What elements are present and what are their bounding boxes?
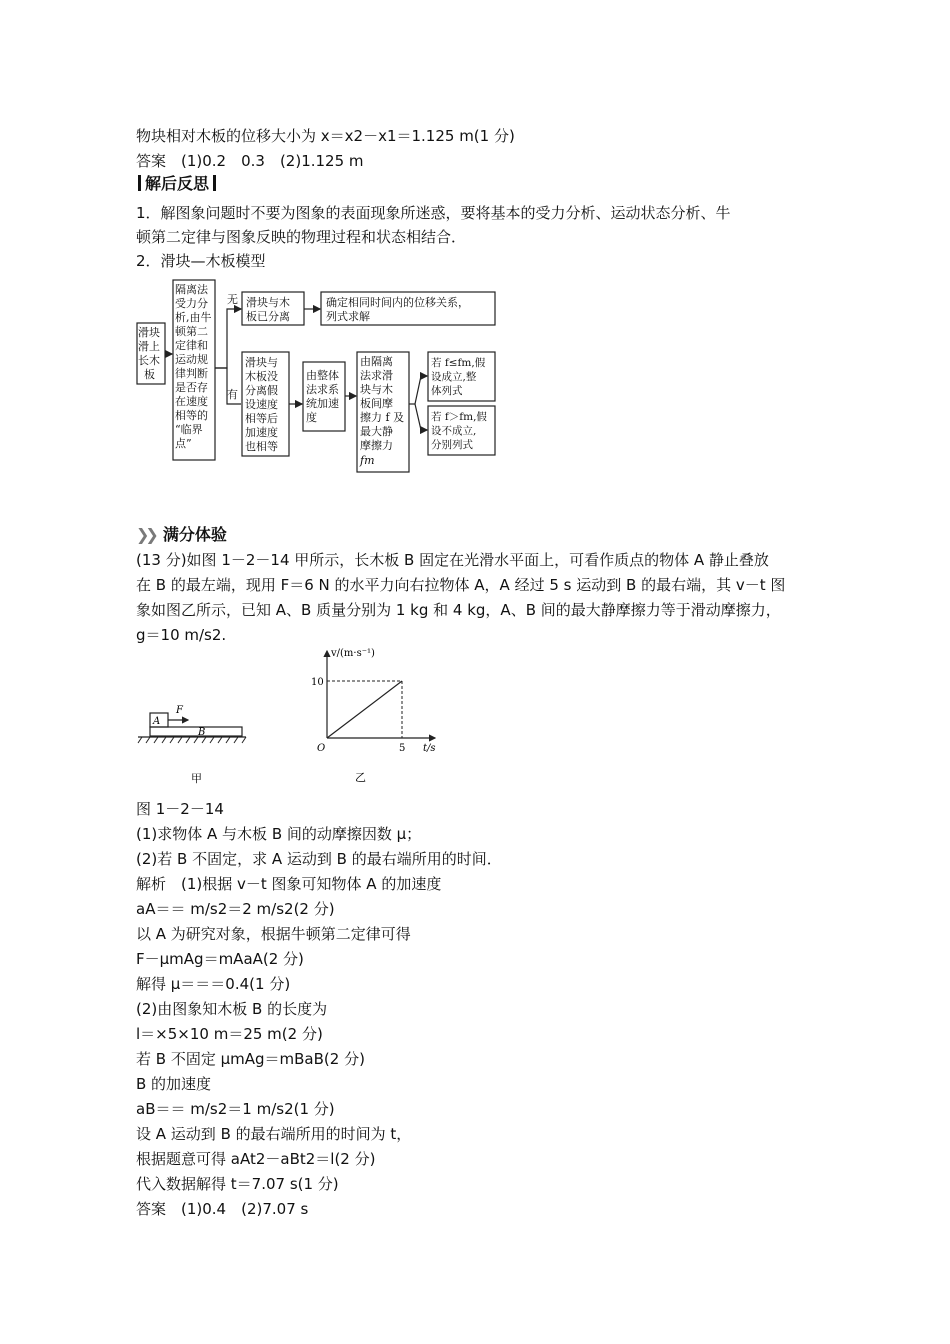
fc-start-4: 板	[144, 368, 155, 381]
caption-yi: 乙	[355, 771, 366, 784]
y-tick-label: 10	[311, 677, 324, 688]
solution-line-7: 解得 μ＝＝＝0.4(1 分)	[136, 975, 291, 993]
fc-iso-2: 受力分	[175, 297, 208, 310]
fc-case1-3: 体列式	[431, 385, 463, 397]
x-tick-label: 5	[399, 743, 406, 754]
y-axis-label: v/(m·s⁻¹)	[331, 648, 375, 659]
problem-line-1: (13 分)如图 1－2－14 甲所示，长木板 B 固定在光滑水平面上，可看作质点的物体 A 静止叠放	[136, 551, 769, 569]
solution-line-2: (2)若 B 不固定，求 A 运动到 B 的最右端所用的时间．	[136, 850, 502, 868]
fc-whole-1: 由整体	[306, 369, 339, 382]
origin-label: O	[317, 743, 326, 754]
fc-sep-1: 滑块与木	[246, 296, 290, 309]
fc-iso-9: 在速度	[175, 395, 208, 408]
section-heading	[136, 525, 227, 545]
fc-case1-2: 设成立,整	[431, 371, 477, 383]
problem-line-3: 象如图乙所示，已知 A、B 质量分别为 1 kg 和 4 kg，A、B 间的最大静摩擦力等于滑动摩擦力，	[136, 601, 781, 619]
fc-sep-2: 板已分离	[246, 310, 290, 323]
fc-ns-1: 滑块与	[245, 356, 278, 369]
fc-disp-1: 确定相同时间内的位移关系，	[326, 296, 469, 309]
problem-line-2: 在 B 的最左端，现用 F＝6 N 的水平力向右拉物体 A，A 经过 5 s 运动到 B 的最右端，其 v－t 图	[136, 576, 786, 594]
solution-line-9: l＝×5×10 m＝25 m(2 分)	[136, 1025, 323, 1043]
solution-line-3: 解析 (1)根据 v－t 图象可知物体 A 的加速度	[136, 875, 442, 893]
fc-if-8: fm	[360, 454, 375, 467]
final-answer: 答案 (1)0.4 (2)7.07 s	[136, 1200, 309, 1218]
answer-line: 答案 (1)0.2 0.3 (2)1.125 m	[136, 152, 364, 170]
fc-if-2: 法求滑	[360, 369, 393, 382]
fc-if-3: 块与木	[360, 383, 393, 396]
fc-iso-6: 运动规	[175, 353, 208, 366]
fc-disp-2: 列式求解	[326, 310, 370, 323]
solution-line-15: 代入数据解得 t＝7.07 s(1 分)	[136, 1175, 339, 1193]
velocity-line	[327, 681, 402, 738]
fc-whole-4: 度	[306, 411, 317, 424]
figure-caption: 图 1－2－14	[136, 800, 224, 818]
fc-iso-12: 点”	[175, 437, 192, 450]
label-a: A	[153, 716, 161, 727]
fc-whole-2: 法求系	[306, 383, 339, 396]
reflection-item-1: 1．解图象问题时不要为图象的表面现象所迷惑，要将基本的受力分析、运动状态分析、牛	[136, 204, 731, 222]
double-chevron-icon: ❯❯	[136, 525, 155, 544]
fc-iso-1: 隔离法	[175, 283, 208, 296]
slider-board-flowchart	[130, 276, 510, 476]
section-title: 满分体验	[162, 525, 227, 544]
problem-line-4: g＝10 m/s2.	[136, 626, 227, 644]
fc-case2-3: 分别列式	[431, 439, 473, 451]
fc-if-7: 摩擦力	[360, 439, 393, 452]
solution-line-11: B 的加速度	[136, 1075, 212, 1093]
fc-ns-2: 木板没	[245, 370, 278, 383]
fc-label-no: 无	[227, 293, 238, 306]
solution-line-6: F－μmAg＝mAaA(2 分)	[136, 950, 304, 968]
fc-whole-3: 统加速	[306, 397, 339, 410]
fc-iso-5: 定律和	[175, 339, 208, 352]
fc-start-3: 长木	[138, 354, 160, 367]
solution-line-1: (1)求物体 A 与木板 B 间的动摩擦因数 μ；	[136, 825, 422, 843]
label-f: F	[176, 705, 183, 716]
fc-if-1: 由隔离	[360, 355, 393, 368]
displacement-line: 物块相对木板的位移大小为 x＝x2－x1＝1.125 m(1 分)	[136, 127, 515, 145]
fc-label-yes: 有	[227, 388, 238, 401]
reflection-title: 解后反思	[145, 174, 210, 193]
fc-start-2: 滑上	[138, 340, 160, 353]
reflection-heading	[134, 174, 220, 194]
fc-iso-3: 析,由牛	[175, 311, 212, 324]
caption-jia: 甲	[191, 772, 202, 785]
fc-ns-6: 加速度	[245, 426, 278, 439]
fc-case1-1: 若 f≤fm,假	[431, 357, 486, 369]
reflection-item-1-cont: 顿第二定律与图象反映的物理过程和状态相结合．	[136, 228, 467, 246]
solution-line-4: aA＝＝ m/s2＝2 m/s2(2 分)	[136, 900, 335, 918]
solution-line-8: (2)由图象知木板 B 的长度为	[136, 1000, 328, 1018]
fc-ns-3: 分离假	[245, 384, 278, 397]
fc-if-6: 最大静	[360, 425, 393, 438]
solution-line-13: 设 A 运动到 B 的最右端所用的时间为 t，	[136, 1125, 412, 1143]
fc-ns-7: 也相等	[245, 440, 278, 453]
fc-if-4: 板间摩	[360, 397, 393, 410]
solution-line-14: 根据题意可得 aAt2－aBt2＝l(2 分)	[136, 1150, 376, 1168]
fc-ns-4: 设速度	[245, 398, 278, 411]
fc-ns-5: 相等后	[245, 412, 278, 425]
vt-chart	[305, 643, 455, 790]
fc-case2-1: 若 f＞fm,假	[431, 411, 487, 423]
x-axis-label: t/s	[423, 743, 436, 754]
reflection-item-2: 2．滑块—木板模型	[136, 252, 266, 270]
fc-iso-10: 相等的	[175, 409, 208, 422]
fc-iso-11: “临界	[175, 423, 203, 436]
solution-line-10: 若 B 不固定 μmAg＝mBaB(2 分)	[136, 1050, 365, 1068]
fc-iso-8: 是否存	[175, 381, 208, 394]
fc-iso-4: 顿第二	[175, 325, 208, 338]
fc-if-5: 擦力 f 及	[360, 411, 405, 424]
solution-line-5: 以 A 为研究对象，根据牛顿第二定律可得	[136, 925, 411, 943]
fc-start-1: 滑块	[138, 326, 160, 339]
fc-case2-2: 设不成立,	[431, 425, 477, 437]
fc-iso-7: 律判断	[175, 367, 208, 380]
label-b: B	[198, 727, 206, 738]
solution-line-12: aB＝＝ m/s2＝1 m/s2(1 分)	[136, 1100, 335, 1118]
figure-jia	[136, 695, 256, 790]
